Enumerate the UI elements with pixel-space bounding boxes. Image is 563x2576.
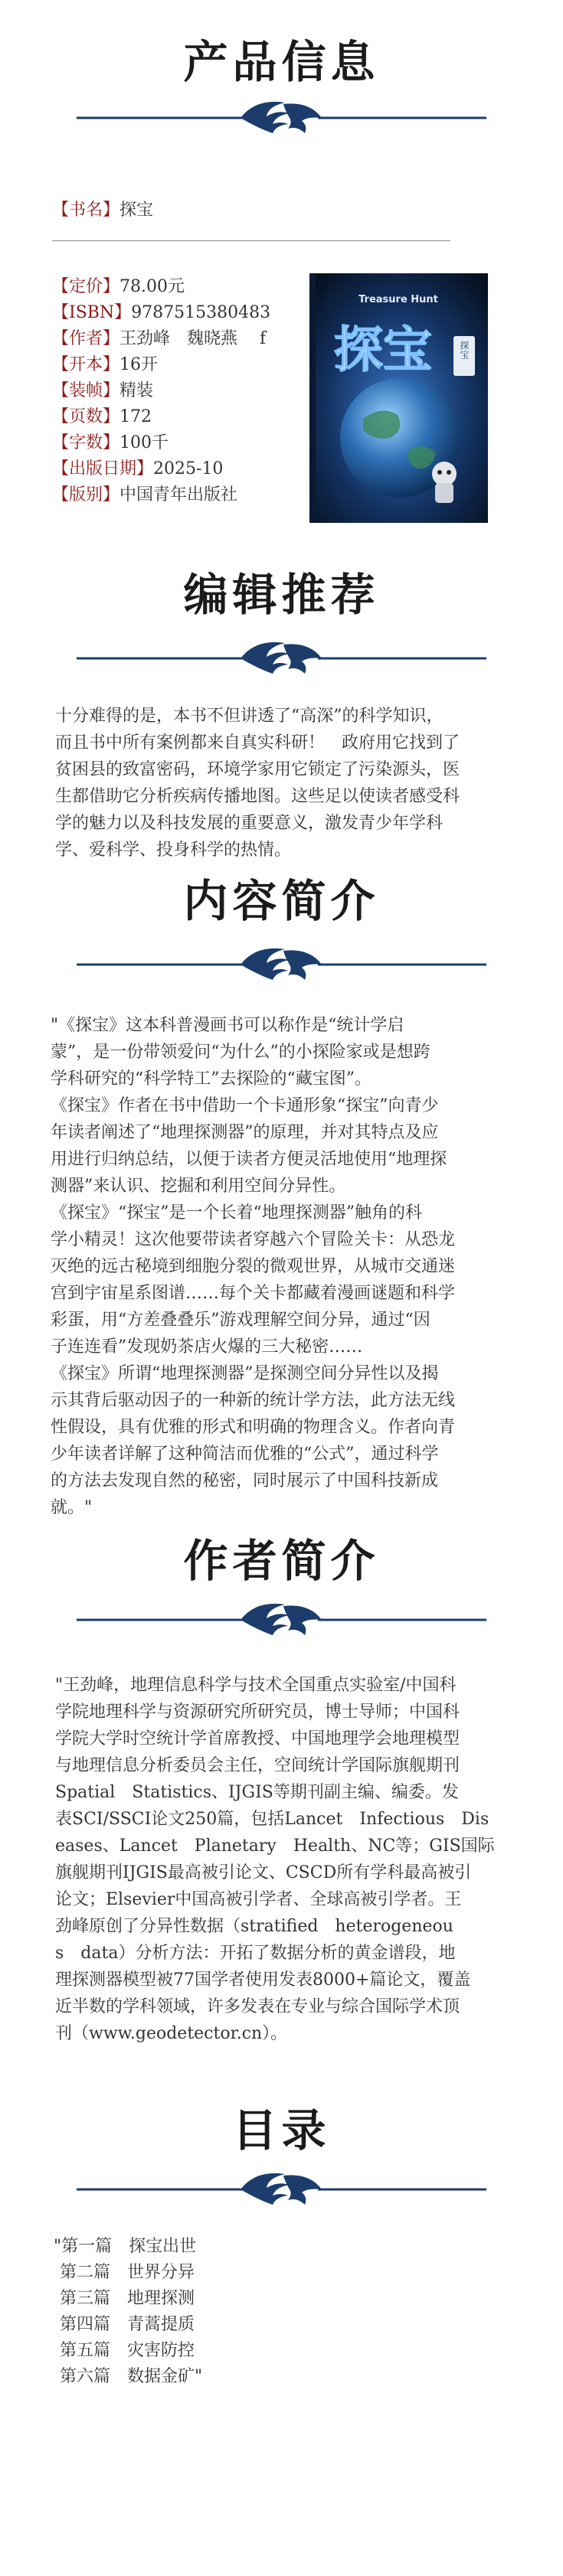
- text-line: s data）分析方法：开拓了数据分析的黄金谱段，地: [55, 1944, 456, 1963]
- text-line: 学的魅力以及科技发展的重要意义，激发青少年学科: [55, 814, 444, 833]
- text-line: 《探宝》“探宝”是一个长着“地理探测器”触角的科: [51, 1203, 422, 1223]
- book-field-value: 2025-10: [153, 459, 224, 478]
- book-field-row: [52, 300, 270, 326]
- book-field-label: 【作者】: [52, 329, 120, 348]
- cover-subtitle: Treasure Hunt: [358, 294, 438, 305]
- text-line: 贫困县的致富密码，环境学家用它锁定了污染源头，医: [55, 760, 460, 779]
- book-field-value: 王劲峰 魏晓燕 f: [119, 329, 267, 348]
- text-line: 示其背后驱动因子的一种新的统计学方法，此方法无线: [51, 1391, 456, 1410]
- text-line: 学院大学时空统计学首席教授、中国地理学会地理模型: [55, 1729, 460, 1748]
- text-line: 近半数的学科领域，许多发表在专业与综合国际学术顶: [55, 1997, 460, 2016]
- text-line: 学、爱科学、投身科学的热情。: [55, 841, 292, 860]
- text-line: 用进行归纳总结，以便于读者方便灵活地使用“地理探: [51, 1150, 447, 1169]
- book-cover-image: [309, 273, 488, 523]
- book-field-label: 【ISBN】: [52, 303, 132, 322]
- book-field-label: 【版别】: [52, 485, 120, 504]
- text-line: 《探宝》所谓“地理探测器”是探测空间分异性以及揭: [51, 1364, 439, 1383]
- book-title-label: 【书名】: [52, 201, 120, 220]
- ornament-divider: [77, 635, 486, 681]
- toc-item: 第三篇 地理探测: [60, 2289, 195, 2308]
- book-field-row: [52, 378, 153, 404]
- book-field-value: 9787515380483: [131, 303, 271, 322]
- text-line: 蒙”，是一份带领爱问“为什么”的小探险家或是想跨: [51, 1043, 430, 1062]
- book-field-row: [52, 482, 237, 508]
- toc-item: 第五篇 灾害防控: [60, 2341, 195, 2360]
- text-line: 彩蛋，用“方差叠叠乐”游戏理解空间分异，通过“因: [51, 1311, 430, 1330]
- book-field-row: [52, 430, 169, 456]
- content-summary-text: [51, 1012, 455, 1521]
- separator-line: [52, 240, 450, 241]
- book-field-value: 78.00元: [119, 277, 185, 296]
- text-line: 灭绝的远古秘境到细胞分裂的微观世界，从城市交通迷: [51, 1257, 456, 1276]
- text-line: 性假设，具有优雅的形式和明确的物理含义。作者向青: [51, 1418, 456, 1437]
- book-field-label: 【页数】: [52, 407, 120, 426]
- text-line: 理探测器模型被77国学者使用发表8000+篇论文，覆盖: [55, 1970, 471, 1990]
- book-field-row: [52, 274, 185, 300]
- cover-badge: 探宝: [459, 341, 470, 359]
- text-line: 而且书中所有案例都来自真实科研！ 政府用它找到了: [55, 733, 460, 753]
- text-line: "王劲峰，地理信息科学与技术全国重点实验室/中国科: [55, 1676, 457, 1695]
- text-line: 刊（www.geodetector.cn）。: [55, 2024, 288, 2043]
- text-line: 学院地理科学与资源研究所研究员，博士导师；中国科: [55, 1703, 460, 1722]
- book-field-row: [52, 352, 158, 378]
- text-line: Spatial Statistics、IJGIS等期刊副主编、编委。发: [55, 1783, 459, 1802]
- book-field-label: 【开本】: [52, 355, 120, 374]
- toc-item: 第二篇 世界分异: [60, 2263, 195, 2282]
- ornament-divider: [77, 2166, 486, 2212]
- book-field-row: [52, 456, 223, 482]
- text-line: 就。": [51, 1498, 93, 1517]
- text-line: 劲峰原创了分异性数据（stratified heterogeneou: [55, 1917, 453, 1936]
- text-line: 少年读者详解了这种简洁而优雅的“公式”，通过科学: [51, 1445, 439, 1464]
- book-title-value: 探宝: [119, 201, 154, 220]
- text-line: 宫到宇宙星系图谱……每个关卡都藏着漫画谜题和科学: [51, 1284, 456, 1303]
- cover-title: 探宝: [334, 322, 432, 379]
- text-line: 子连连看”发现奶茶店火爆的三大秘密……: [51, 1337, 363, 1357]
- text-line: 学小精灵！这次他要带读者穿越六个冒险关卡：从恐龙: [51, 1230, 456, 1249]
- text-line: "《探宝》这本科普漫画书可以称作是“统计学启: [51, 1016, 404, 1035]
- ornament-divider: [77, 942, 486, 988]
- book-field-value: 精装: [119, 381, 154, 400]
- book-field-label: 【字数】: [52, 433, 120, 452]
- section-title-author: 作者简介: [183, 1535, 380, 1587]
- text-line: 学科研究的“科学特工”去探险的“藏宝图”。: [51, 1069, 372, 1089]
- ornament-divider: [77, 95, 486, 141]
- section-title-editor: 编辑推荐: [183, 569, 380, 621]
- toc-item: 第四篇 青蒿提质: [60, 2315, 195, 2334]
- text-line: 生都借助它分析疾病传播地图。这些足以使读者感受科: [55, 787, 460, 806]
- text-line: 表SCI/SSCI论文250篇，包括Lancet Infectious Dis: [55, 1810, 489, 1829]
- book-field-label: 【出版日期】: [52, 459, 154, 478]
- ornament-divider: [77, 1597, 486, 1643]
- toc-item: 第六篇 数据金矿": [60, 2367, 203, 2386]
- text-line: 十分难得的是，本书不但讲透了“高深”的科学知识，: [55, 707, 444, 726]
- text-line: 年读者阐述了“地理探测器”的原理，并对其特点及应: [51, 1123, 439, 1142]
- text-line: eases、Lancet Planetary Health、NC等；GIS国际: [55, 1837, 495, 1856]
- text-line: 《探宝》作者在书中借助一个卡通形象“探宝”向青少: [51, 1096, 439, 1115]
- text-line: 测器”来认识、挖掘和利用空间分异性。: [51, 1177, 346, 1196]
- toc-item: "第一篇 探宝出世: [54, 2237, 197, 2256]
- author-bio-text: [55, 1672, 495, 2047]
- book-field-value: 172: [119, 407, 152, 426]
- book-field-label: 【装帧】: [52, 381, 120, 400]
- section-title-product: 产品信息: [183, 36, 380, 88]
- text-line: 的方法去发现自然的秘密，同时展示了中国科技新成: [51, 1471, 439, 1490]
- section-title-toc: 目录: [232, 2104, 331, 2156]
- text-line: 旗舰期刊IJGIS最高被引论文、CSCD所有学科最高被引: [55, 1863, 472, 1882]
- text-line: 论文；Elsevier中国高被引学者、全球高被引学者。王: [55, 1890, 462, 1909]
- book-field-value: 100千: [119, 433, 169, 452]
- editor-recommendation-text: [55, 703, 460, 864]
- book-field-value: 中国青年出版社: [119, 485, 238, 504]
- book-field-row: [52, 404, 152, 430]
- book-field-value: 16开: [119, 355, 159, 374]
- text-line: 与地理信息分析委员会主任，空间统计学国际旗舰期刊: [55, 1756, 460, 1775]
- book-field-row: [52, 326, 266, 352]
- book-field-label: 【定价】: [52, 277, 120, 296]
- book-title-row: [52, 198, 153, 224]
- section-title-content: 内容简介: [183, 875, 380, 927]
